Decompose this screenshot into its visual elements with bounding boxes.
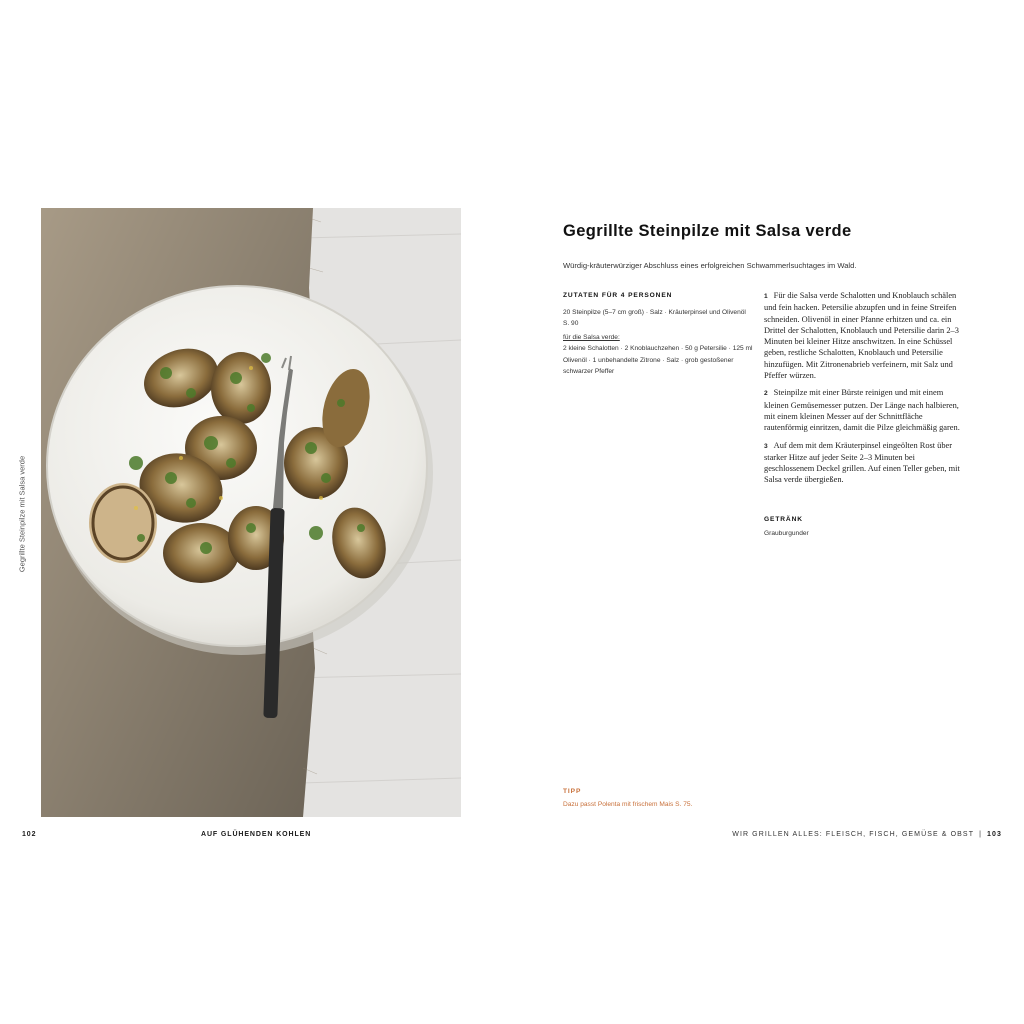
page-number-left: 102 bbox=[22, 831, 37, 838]
section-title: AUF GLÜHENDEN KOHLEN bbox=[201, 831, 312, 838]
tip-heading: TIPP bbox=[563, 788, 582, 795]
step-1 bbox=[764, 290, 960, 381]
tip-block bbox=[563, 788, 692, 808]
drink-heading: GETRÄNK bbox=[764, 516, 803, 523]
ingredients-heading: ZUTATEN FÜR 4 PERSONEN bbox=[563, 292, 673, 299]
method-steps bbox=[764, 290, 960, 492]
recipe-intro: Würdig-kräuterwürziger Abschluss eines erfolgreichen Schwammerlsuchtages im Wald. bbox=[563, 261, 857, 270]
step-3 bbox=[764, 440, 960, 486]
running-head-text: WIR GRILLEN ALLES: FLEISCH, FISCH, GEMÜSE & OBST bbox=[732, 831, 975, 838]
side-caption bbox=[14, 452, 30, 577]
food-photo bbox=[41, 208, 461, 817]
recipe-title: Gegrillte Steinpilze mit Salsa verde bbox=[563, 222, 852, 240]
drink-text: Grauburgunder bbox=[764, 530, 809, 537]
page-number-right: 103 bbox=[987, 831, 1002, 838]
ingredients-block bbox=[563, 290, 753, 378]
side-caption-text: Gegrillte Steinpilze mit Salsa verde bbox=[17, 455, 27, 573]
step-text: Auf dem mit dem Kräuterpinsel eingeölten Rost über starker Hitze auf jeder Seite 2–3 Minuten bei geschlossenem Deckel grillen. Auf einen Teller geben, mit Salsa verde übergießen. bbox=[764, 440, 960, 485]
separator: | bbox=[979, 831, 983, 838]
step-text: Für die Salsa verde Schalotten und Knoblauch schälen und fein hacken. Petersilie abzupfen und in feine Streifen schneiden. Olivenöl in einer Pfanne erhitzen und ca. ein Drittel der Schalotten, Knoblauch und Petersilie darin 2–3 Minuten bei kleiner Hitze anschwitzen. In eine Schüssel geben, restliche Schalotten, Knoblauch und Petersilie hinzufügen. Mit Zitronenabrieb verfeinern, mit Salz und Pfeffer würzen. bbox=[764, 291, 959, 381]
step-number: 2 bbox=[764, 390, 768, 398]
salsa-ingredients: 2 kleine Schalotten · 2 Knoblauchzehen · 50 g Petersilie · 125 ml Olivenöl · 1 unbehandelte Zitrone · Salz · grob gestoßener schwarzer Pfeffer bbox=[563, 345, 753, 375]
step-number: 1 bbox=[764, 293, 768, 300]
drink-block bbox=[764, 516, 960, 537]
ingredients-main: 20 Steinpilze (5–7 cm groß) · Salz · Kräuterpinsel und Olivenöl S. 90 bbox=[563, 308, 746, 327]
step-number: 3 bbox=[764, 442, 768, 450]
step-text: Steinpilze mit einer Bürste reinigen und mit einem kleinen Gemüsemesser putzen. Der Länge nach halbieren, mit einem kleinen Messer auf der Schnittfläche rautenförmig einritzen, damit die Pilze gleichmäßig garen. bbox=[764, 388, 960, 433]
salsa-heading: für die Salsa verde: bbox=[563, 333, 620, 341]
tip-text: Dazu passt Polenta mit frischem Mais S. 75. bbox=[563, 801, 693, 808]
running-head-right bbox=[732, 831, 1002, 838]
step-2 bbox=[764, 387, 960, 433]
